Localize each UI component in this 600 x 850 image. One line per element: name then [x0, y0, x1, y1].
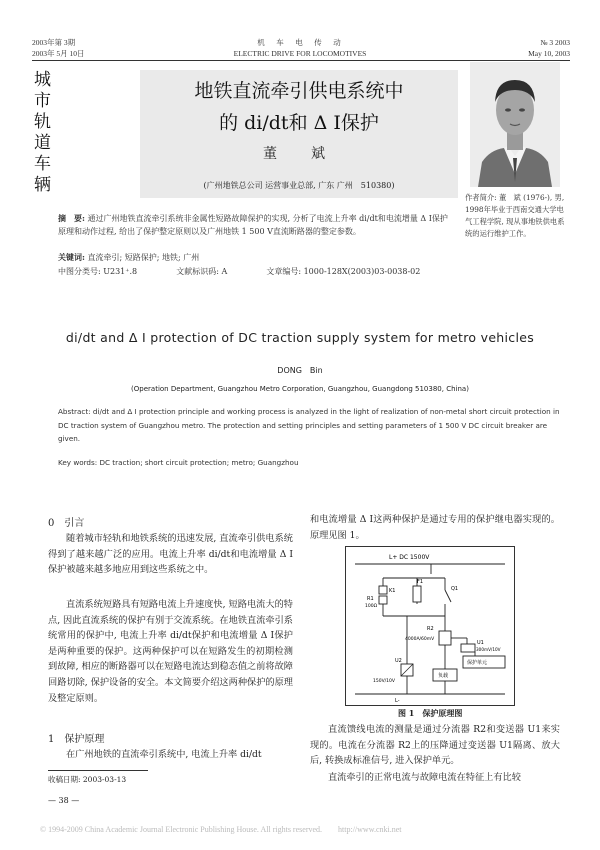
figure-1 — [345, 546, 515, 706]
english-keywords — [58, 456, 568, 470]
english-keywords-text: DC traction; short circuit protection; metro; Guangzhou — [99, 458, 299, 467]
english-author: DONG Bin — [277, 366, 323, 375]
header-number: № 3 2003 — [540, 38, 570, 47]
label-r2-value: 4000A/60mV — [405, 637, 435, 642]
page-number: — 38 — — [48, 796, 80, 805]
doc-value: A — [221, 267, 228, 276]
keywords-cn-label: 关键词: — [58, 252, 85, 262]
author-bio: 作者简介: 董 斌 (1976-), 男, 1998年毕业于西南交通大学电气工程学院, 现从事地铁供电系统的运行维护工作。 — [465, 193, 565, 238]
column-label-char: 道 — [34, 133, 51, 153]
english-title: di/dt and Δ I protection of DC traction supply system for metro vehicles — [65, 330, 535, 345]
affiliation: (广州地铁总公司 运营事业总部, 广东 广州 510380) — [203, 181, 395, 190]
column-label-char: 城 — [34, 70, 51, 90]
journal-name-en: ELECTRIC DRIVE FOR LOCOMOTIVES — [233, 49, 367, 58]
abstract-cn-label: 摘 要: — [58, 213, 85, 223]
header-date-en: May 10, 2003 — [528, 49, 570, 58]
figure-caption: 图 1 保护原理图 — [398, 708, 463, 718]
footnote: 收稿日期: 2003-03-13 — [48, 775, 127, 784]
label-supply: L+ DC 1500V — [389, 554, 430, 561]
english-affiliation: (Operation Department, Guangzhou Metro Corporation, Guangzhou, Guangdong 510380, China) — [131, 385, 469, 393]
journal-name: 机 车 电 传 动 — [257, 38, 343, 47]
english-abstract-label: Abstract: — [58, 407, 91, 416]
section-intro-heading: 0 引言 — [48, 518, 85, 529]
right-paragraph-0: 和电流增量 Δ I这两种保护是通过专用的保护继电器实现的。原理见图 1。 — [310, 514, 560, 541]
intro-paragraph-1: 随着城市轻轨和地铁系统的迅速发展, 直流牵引供电系统得到了越来越广泛的应用。电流上升率 di/dt和电流增量 Δ I保护被越来越多地应用到这些系统之中。 — [48, 533, 293, 576]
section-1-heading: 1 保护原理 — [48, 734, 105, 745]
column-label-char: 轨 — [34, 112, 51, 132]
column-label-char: 车 — [34, 154, 51, 174]
paper-title-line2: 的 di/dt和 Δ I保护 — [219, 112, 379, 134]
intro-paragraph-2: 直流系统短路具有短路电流上升速度快, 短路电流大的特点, 因此直流系统的保护有别于交流系统。在地铁直流牵引系统常用的保护中, 电流上升率 di/dt保护和电流增量 Δ I保护是两种重要的保护。这两种保护可以在短路发生的初期检测到故障, 相应的断路器可以在短路电流达到稳态值之前将故障回路切除, 保护设备的安全。本文简要介绍这两种保护的原理及整定原则。 — [48, 599, 293, 704]
keywords-cn — [58, 251, 448, 264]
label-q1: Q1 — [451, 586, 459, 592]
label-u1-value: 300mV/10V — [476, 647, 501, 652]
header-issue: 2003年第 3期 — [32, 38, 76, 47]
english-abstract — [58, 405, 568, 446]
header-date: 2003年 5月 10日 — [32, 49, 85, 58]
label-k1: K1 — [389, 588, 396, 594]
label-l-minus: L- — [395, 698, 400, 704]
right-paragraph-2: 直流牵引的正常电流与故障电流在特征上有比较 — [328, 772, 521, 783]
english-abstract-text: di/dt and Δ I protection principle and working process is analyzed in the light of realization of non-metal short circuit protection in DC traction system of Guangzhou metro. The protection and setting principles and setting parameters of 1 500 V DC circuit breaker are given. — [58, 407, 560, 443]
footnote-rule — [48, 770, 148, 771]
doc-label: 文献标识码: — [176, 267, 219, 276]
label-load: 负载 — [438, 673, 449, 679]
column-label-char: 辆 — [34, 175, 51, 195]
author-photo-image — [470, 62, 560, 187]
label-r2: R2 — [427, 626, 434, 632]
label-protection-unit: 保护单元 — [467, 660, 488, 666]
header-rule — [32, 60, 570, 61]
english-keywords-label: Key words: — [58, 458, 98, 467]
label-u1: U1 — [477, 640, 484, 646]
column-label-char: 市 — [34, 91, 51, 111]
protection-schematic — [345, 546, 515, 706]
right-paragraph-1: 直流馈线电流的测量是通过分流器 R2和变送器 U1来实现的。电流在分流器 R2上的压降通过变送器 U1隔离、放大后, 转换成标准信号, 进入保护单元。 — [310, 724, 560, 767]
author: 董 斌 — [263, 146, 335, 162]
label-r1-value: 100Ω — [365, 604, 378, 609]
label-u2-value: 150V/10V — [373, 679, 395, 684]
abstract-cn — [58, 212, 448, 238]
clc-value: U231⁺.8 — [103, 267, 138, 276]
keywords-cn-text: 直流牵引; 短路保护; 地铁; 广州 — [87, 253, 200, 262]
label-u2: U2 — [395, 658, 402, 664]
label-r1: R1 — [367, 596, 374, 602]
clc-label: 中图分类号: — [58, 267, 101, 276]
article-label: 文章编号: — [266, 267, 302, 276]
section-1-paragraph: 在广州地铁的直流牵引系统中, 电流上升率 di/dt — [66, 749, 262, 760]
abstract-cn-text: 通过广州地铁直流牵引系统非金属性短路故障保护的实现, 分析了电流上升率 di/dt和电流增量 Δ I保护原理和动作过程, 给出了保护整定原则以及广州地铁 1 500 V直流断路器的整定参数。 — [58, 214, 448, 236]
author-photo — [470, 62, 560, 187]
column-label — [34, 70, 50, 196]
label-fuse: F1 — [417, 579, 424, 585]
paper-title-line1: 地铁直流牵引供电系统中 — [194, 80, 404, 102]
copyright-footer: © 1994-2009 China Academic Journal Electronic Publishing House. All rights reserved. http://www.cnki.net — [40, 825, 402, 834]
article-value: 1000-128X(2003)03-0038-02 — [303, 267, 421, 276]
classification-row — [58, 265, 478, 278]
